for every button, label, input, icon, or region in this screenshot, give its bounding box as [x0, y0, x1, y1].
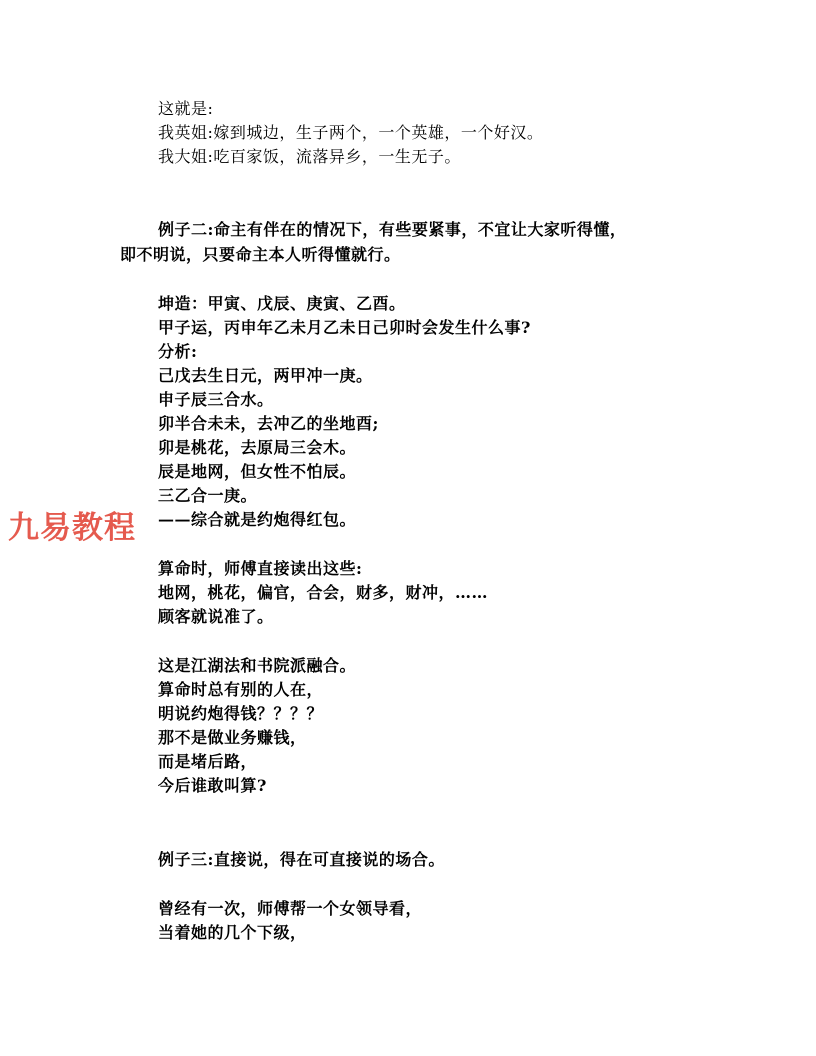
comment-line: 那不是做业务赚钱， — [158, 728, 307, 747]
reading-line: 算命时，师傅直接读出这些: — [158, 559, 363, 578]
analysis-line: 卯半合未未，去冲乙的坐地酉; — [158, 414, 379, 433]
reading-line: 地网，桃花，偏官，合会，财多，财冲，…… — [158, 583, 489, 602]
reading-line: 顾客就说准了。 — [158, 607, 274, 626]
comment-line: 今后谁敢叫算? — [158, 776, 267, 795]
example3-title: 例子三:直接说，得在可直接说的场合。 — [158, 850, 445, 869]
comment-line: 明说约炮得钱？？？？ — [158, 704, 324, 723]
analysis-line: 卯是桃花，去原局三会木。 — [158, 438, 357, 457]
example3-line: 曾经有一次，师傅帮一个女领导看， — [158, 899, 423, 918]
comment-line: 算命时总有别的人在， — [158, 680, 324, 699]
analysis-line: 甲子运，丙申年乙未月乙未日己卯时会发生什么事? — [158, 318, 531, 337]
analysis-line: 分析: — [158, 342, 198, 361]
analysis-conclusion: ——综合就是约炮得红包。 — [158, 510, 357, 529]
analysis-line: 辰是地网，但女性不怕辰。 — [158, 462, 357, 481]
analysis-line: 己戊去生日元，两甲冲一庚。 — [158, 366, 373, 385]
comment-line: 而是堵后路， — [158, 752, 258, 771]
analysis-line: 坤造：甲寅、戊辰、庚寅、乙酉。 — [158, 294, 406, 313]
watermark-logo: 九易教程 — [8, 510, 136, 546]
comment-line: 这是江湖法和书院派融合。 — [158, 656, 357, 675]
analysis-line: 申子辰三合水。 — [158, 390, 274, 409]
intro-line-1: 我英姐:嫁到城边，生子两个，一个英雄，一个好汉。 — [158, 123, 544, 142]
example2-title-line-1: 例子二:命主有伴在的情况下，有些要紧事，不宜让大家听得懂， — [158, 220, 627, 239]
intro-line-2: 我大姐:吃百家饭，流落异乡，一生无子。 — [158, 147, 461, 166]
example2-title-line-2: 即不明说，只要命主本人听得懂就行。 — [120, 245, 401, 264]
analysis-line: 三乙合一庚。 — [158, 486, 258, 505]
example3-line: 当着她的几个下级， — [158, 923, 307, 942]
intro-heading: 这就是: — [158, 99, 214, 118]
